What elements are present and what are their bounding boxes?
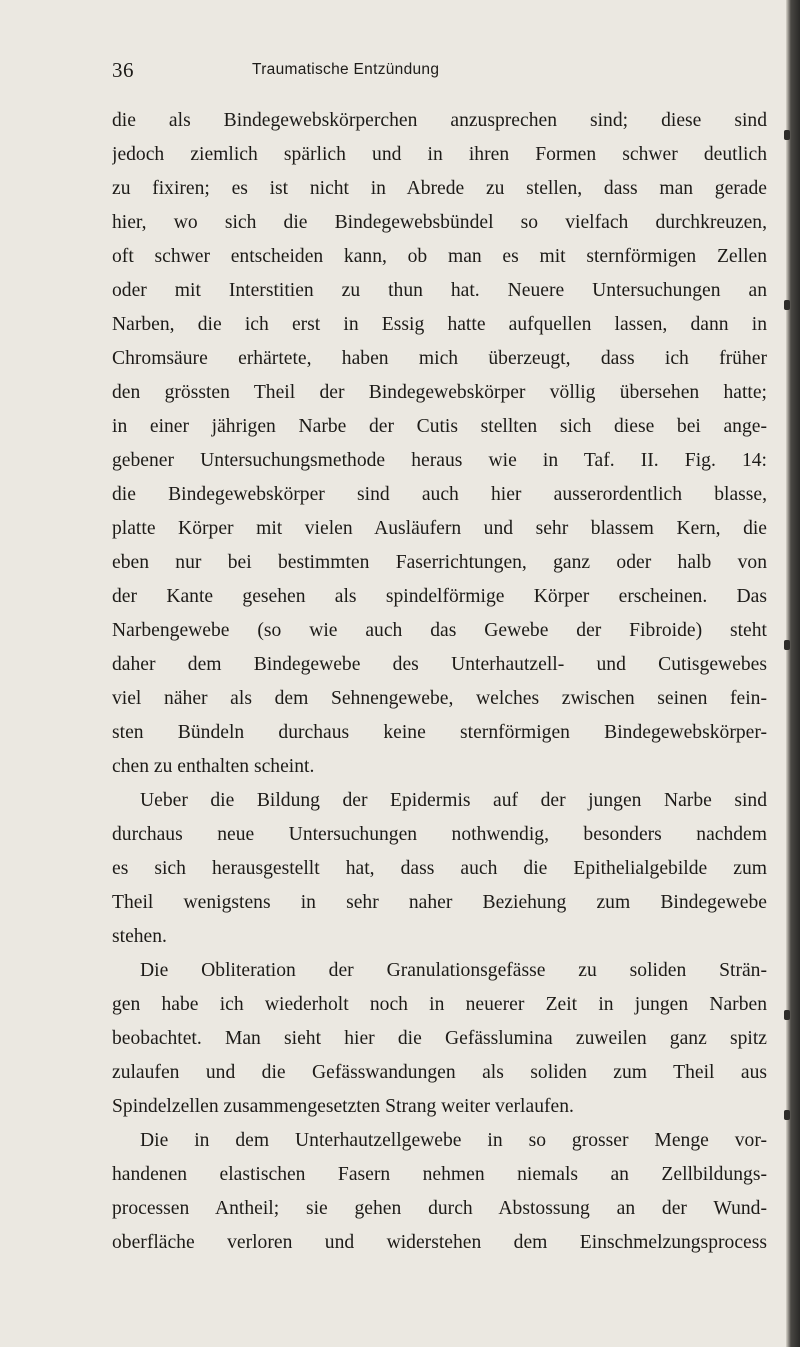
text-line: oder mit Interstitien zu thun hat. Neuere Untersuchungen an — [112, 280, 767, 301]
text-line: hier, wo sich die Bindegewebsbündel so vielfach durchkreuzen, — [112, 212, 767, 233]
text-line: Ueber die Bildung der Epidermis auf der jungen Narbe sind — [140, 790, 767, 811]
text-line: beobachtet. Man sieht hier die Gefässlumina zuweilen ganz spitz — [112, 1028, 767, 1049]
text-line: sten Bündeln durchaus keine sternförmigen Bindegewebskörper- — [112, 722, 767, 743]
text-line: der Kante gesehen als spindelförmige Körper erscheinen. Das — [112, 586, 767, 607]
running-head: Traumatische Entzündung — [252, 61, 440, 78]
text-line: gen habe ich wiederholt noch in neuerer Zeit in jungen Narben — [112, 994, 767, 1015]
text-line: chen zu enthalten scheint. — [112, 756, 315, 777]
edge-mark — [784, 300, 790, 310]
text-line: stehen. — [112, 926, 167, 947]
text-line: die als Bindegewebskörperchen anzusprechen sind; diese sind — [112, 110, 767, 131]
text-line: Narbengewebe (so wie auch das Gewebe der Fibroide) steht — [112, 620, 767, 641]
edge-mark — [784, 1110, 790, 1120]
text-line: Narben, die ich erst in Essig hatte aufquellen lassen, dann in — [112, 314, 767, 335]
text-line: oft schwer entscheiden kann, ob man es mit sternförmigen Zellen — [112, 246, 767, 267]
page-number: 36 — [112, 58, 134, 82]
page-edge-shadow — [786, 0, 800, 1347]
text-line: processen Antheil; sie gehen durch Abstossung an der Wund- — [112, 1198, 767, 1219]
text-line: Spindelzellen zusammengesetzten Strang weiter verlaufen. — [112, 1096, 574, 1117]
text-line: daher dem Bindegewebe des Unterhautzell- und Cutisgewebes — [112, 654, 767, 675]
page-header — [112, 58, 762, 88]
text-line: Theil wenigstens in sehr naher Beziehung zum Bindegewebe — [112, 892, 767, 913]
text-line: es sich herausgestellt hat, dass auch die Epithelialgebilde zum — [112, 858, 767, 879]
edge-mark — [784, 1010, 790, 1020]
edge-mark — [784, 640, 790, 650]
text-line: zu fixiren; es ist nicht in Abrede zu stellen, dass man gerade — [112, 178, 767, 199]
text-line: Die Obliteration der Granulationsgefässe zu soliden Strän- — [140, 960, 767, 981]
text-line: die Bindegewebskörper sind auch hier ausserordentlich blasse, — [112, 484, 767, 505]
text-line: jedoch ziemlich spärlich und in ihren Formen schwer deutlich — [112, 144, 767, 165]
text-line: Chromsäure erhärtete, haben mich überzeugt, dass ich früher — [112, 348, 767, 369]
text-line: handenen elastischen Fasern nehmen niemals an Zellbildungs- — [112, 1164, 767, 1185]
text-line: viel näher als dem Sehnengewebe, welches zwischen seinen fein- — [112, 688, 767, 709]
text-line: oberfläche verloren und widerstehen dem Einschmelzungsprocess — [112, 1232, 767, 1253]
text-line: eben nur bei bestimmten Faserrichtungen, ganz oder halb von — [112, 552, 767, 573]
edge-mark — [784, 130, 790, 140]
text-line: gebener Untersuchungsmethode heraus wie in Taf. II. Fig. 14: — [112, 450, 767, 471]
text-line: zulaufen und die Gefässwandungen als soliden zum Theil aus — [112, 1062, 767, 1083]
text-line: platte Körper mit vielen Ausläufern und sehr blassem Kern, die — [112, 518, 767, 539]
body-text — [112, 104, 767, 1260]
text-line: Die in dem Unterhautzellgewebe in so grosser Menge vor- — [140, 1130, 767, 1151]
text-line: den grössten Theil der Bindegewebskörper völlig übersehen hatte; — [112, 382, 767, 403]
text-line: in einer jährigen Narbe der Cutis stellten sich diese bei ange- — [112, 416, 767, 437]
text-line: durchaus neue Untersuchungen nothwendig, besonders nachdem — [112, 824, 767, 845]
